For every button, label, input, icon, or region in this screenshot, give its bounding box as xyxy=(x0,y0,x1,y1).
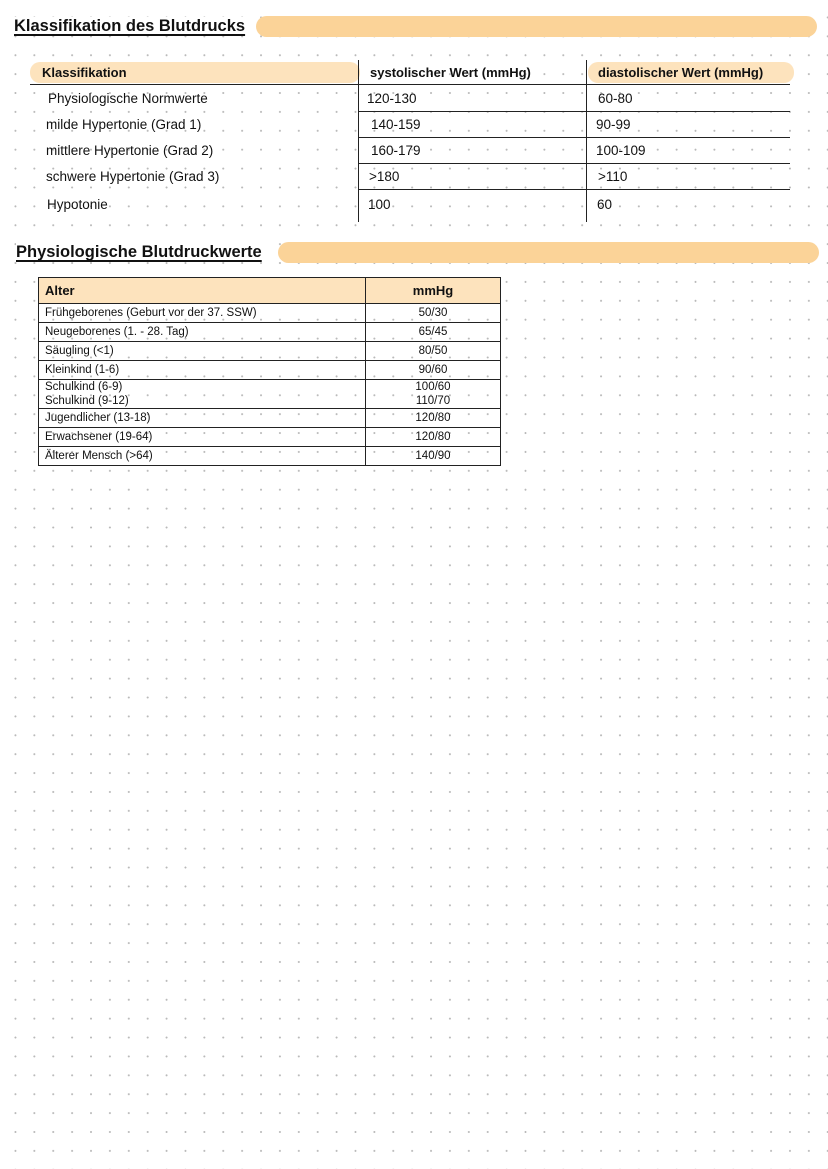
table-row xyxy=(39,323,501,342)
age-cell: Frühgeborenes (Geburt vor der 37. SSW) xyxy=(39,304,366,323)
value-cell: 50/30 xyxy=(366,304,501,323)
value-cell xyxy=(366,380,501,409)
table-cell: 120-130 xyxy=(367,91,417,106)
table-cell: 60-80 xyxy=(598,91,633,106)
row-divider xyxy=(358,189,790,190)
table-cell: Hypotonie xyxy=(47,197,108,212)
table-cell: 140-159 xyxy=(371,117,421,132)
table-cell: 160-179 xyxy=(371,143,421,158)
table-cell: >180 xyxy=(369,169,400,184)
age-cell: Kleinkind (1-6) xyxy=(39,361,366,380)
value-line: 110/70 xyxy=(415,395,451,407)
column-divider xyxy=(358,60,359,222)
age-line: Schulkind (6-9) xyxy=(45,381,123,393)
age-cell: Neugeborenes (1. - 28. Tag) xyxy=(39,323,366,342)
header-cell: Alter xyxy=(39,278,366,304)
age-cell: Säugling (<1) xyxy=(39,342,366,361)
value-cell: 80/50 xyxy=(366,342,501,361)
table-row xyxy=(39,380,501,409)
table-row xyxy=(30,111,790,137)
value-line: 100/60 xyxy=(415,381,451,393)
table-cell: 90-99 xyxy=(596,117,631,132)
age-cell: Jugendlicher (13-18) xyxy=(39,409,366,428)
table-row xyxy=(39,409,501,428)
table-row xyxy=(30,137,790,163)
classification-table xyxy=(30,60,790,219)
row-divider xyxy=(358,137,790,138)
table-row xyxy=(30,163,790,189)
table-cell: Physiologische Normwerte xyxy=(48,91,208,106)
table-row xyxy=(30,85,790,111)
table-cell: schwere Hypertonie (Grad 3) xyxy=(46,169,220,184)
age-cell: Älterer Mensch (>64) xyxy=(39,447,366,466)
table-header-row xyxy=(39,278,501,304)
table-cell: 100 xyxy=(368,197,391,212)
header-cell: diastolischer Wert (mmHg) xyxy=(598,65,764,80)
table-row xyxy=(30,189,790,219)
table-row xyxy=(39,342,501,361)
value-cell: 90/60 xyxy=(366,361,501,380)
classification-title: Klassifikation des Blutdrucks xyxy=(14,17,246,35)
header-cell: mmHg xyxy=(366,278,501,304)
physiological-title: Physiologische Blutdruckwerte xyxy=(16,243,262,261)
value-cell: 140/90 xyxy=(366,447,501,466)
row-divider xyxy=(358,163,790,164)
heading-highlight-bar xyxy=(278,242,819,263)
table-cell: milde Hypertonie (Grad 1) xyxy=(46,117,202,132)
table-row xyxy=(39,447,501,466)
table-row xyxy=(39,304,501,323)
table-header-row xyxy=(30,60,790,85)
heading-highlight-bar xyxy=(256,16,817,37)
age-line: Schulkind (9-12) xyxy=(45,395,129,407)
table-cell: 100-109 xyxy=(596,143,646,158)
table-cell: >110 xyxy=(598,169,628,184)
row-divider xyxy=(358,111,790,112)
header-cell: Klassifikation xyxy=(42,65,127,80)
value-cell: 65/45 xyxy=(366,323,501,342)
header-cell: systolischer Wert (mmHg) xyxy=(370,65,531,80)
value-cell: 120/80 xyxy=(366,409,501,428)
column-divider xyxy=(586,60,587,222)
value-cell: 120/80 xyxy=(366,428,501,447)
physiological-table xyxy=(38,277,501,466)
table-row xyxy=(39,361,501,380)
table-cell: 60 xyxy=(597,197,613,212)
age-cell xyxy=(39,380,366,409)
table-row xyxy=(39,428,501,447)
table-cell: mittlere Hypertonie (Grad 2) xyxy=(46,143,214,158)
age-cell: Erwachsener (19-64) xyxy=(39,428,366,447)
